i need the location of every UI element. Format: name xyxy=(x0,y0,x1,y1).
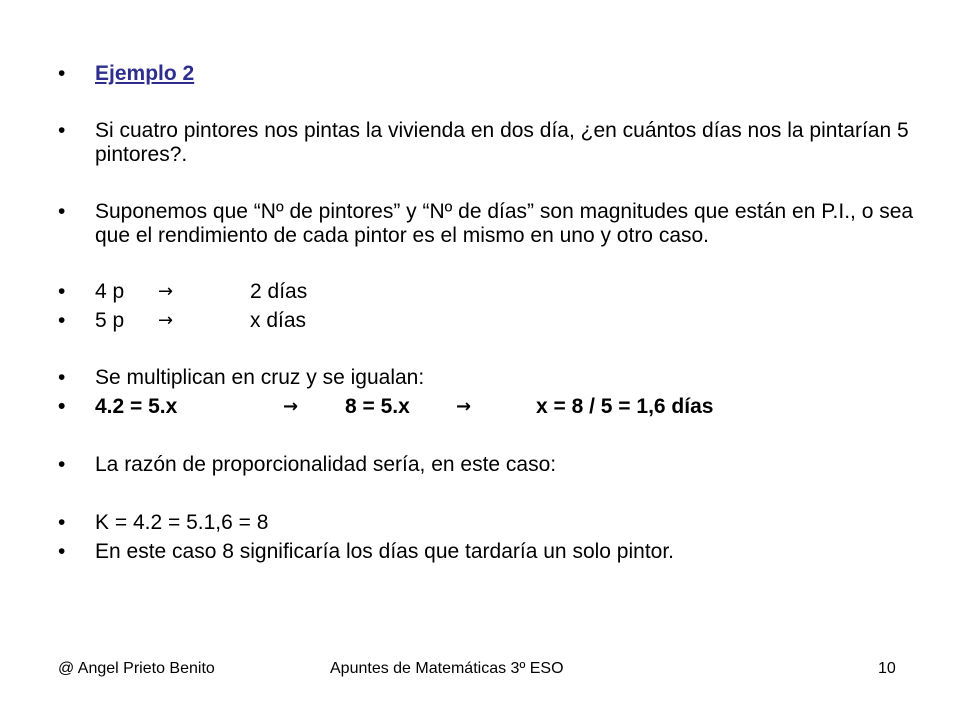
k-text: K = 4.2 = 5.1,6 = 8 xyxy=(95,511,269,534)
arrow-right-icon: → xyxy=(158,281,174,302)
bullet: • xyxy=(58,453,66,476)
meaning-text: En este caso 8 significaría los días que tardaría un solo pintor. xyxy=(95,540,675,563)
footer-page-number: 10 xyxy=(878,660,896,677)
cross-text: Se multiplican en cruz y se igualan: xyxy=(95,366,425,389)
row1-right: 2 días xyxy=(250,280,308,303)
equation-part2: 8 = 5.x xyxy=(345,395,410,418)
bullet: • xyxy=(58,540,66,563)
ratio-text: La razón de proporcionalidad sería, en este caso: xyxy=(95,453,557,476)
bullet: • xyxy=(58,280,66,303)
footer-author: @ Angel Prieto Benito xyxy=(58,660,215,677)
bullet: • xyxy=(58,309,66,332)
assumption-text: Suponemos que “Nº de pintores” y “Nº de días” son magnitudes que están en P.I., o sea que el rendimiento de cada pintor es el mismo en uno y otro caso. xyxy=(95,200,914,247)
equation-part3: x = 8 / 5 = 1,6 días xyxy=(536,395,714,418)
bullet: • xyxy=(58,200,66,223)
bullet: • xyxy=(58,511,66,534)
row2-left: 5 p xyxy=(95,309,125,332)
arrow-right-icon: → xyxy=(158,310,174,331)
bullet: • xyxy=(58,119,66,142)
bullet: • xyxy=(58,62,66,85)
problem-text: Si cuatro pintores nos pintas la vivienda en dos día, ¿en cuántos días nos la pintarían 5 pintores?. xyxy=(95,119,909,166)
equation-part1: 4.2 = 5.x xyxy=(95,395,178,418)
bullet: • xyxy=(58,395,66,418)
row1-left: 4 p xyxy=(95,280,125,303)
arrow-right-icon: → xyxy=(283,396,299,417)
arrow-right-icon: → xyxy=(456,396,472,417)
footer-course: Apuntes de Matemáticas 3º ESO xyxy=(330,660,564,677)
row2-right: x días xyxy=(250,309,307,332)
slide-title-link[interactable]: Ejemplo 2 xyxy=(95,62,195,85)
bullet: • xyxy=(58,366,66,389)
